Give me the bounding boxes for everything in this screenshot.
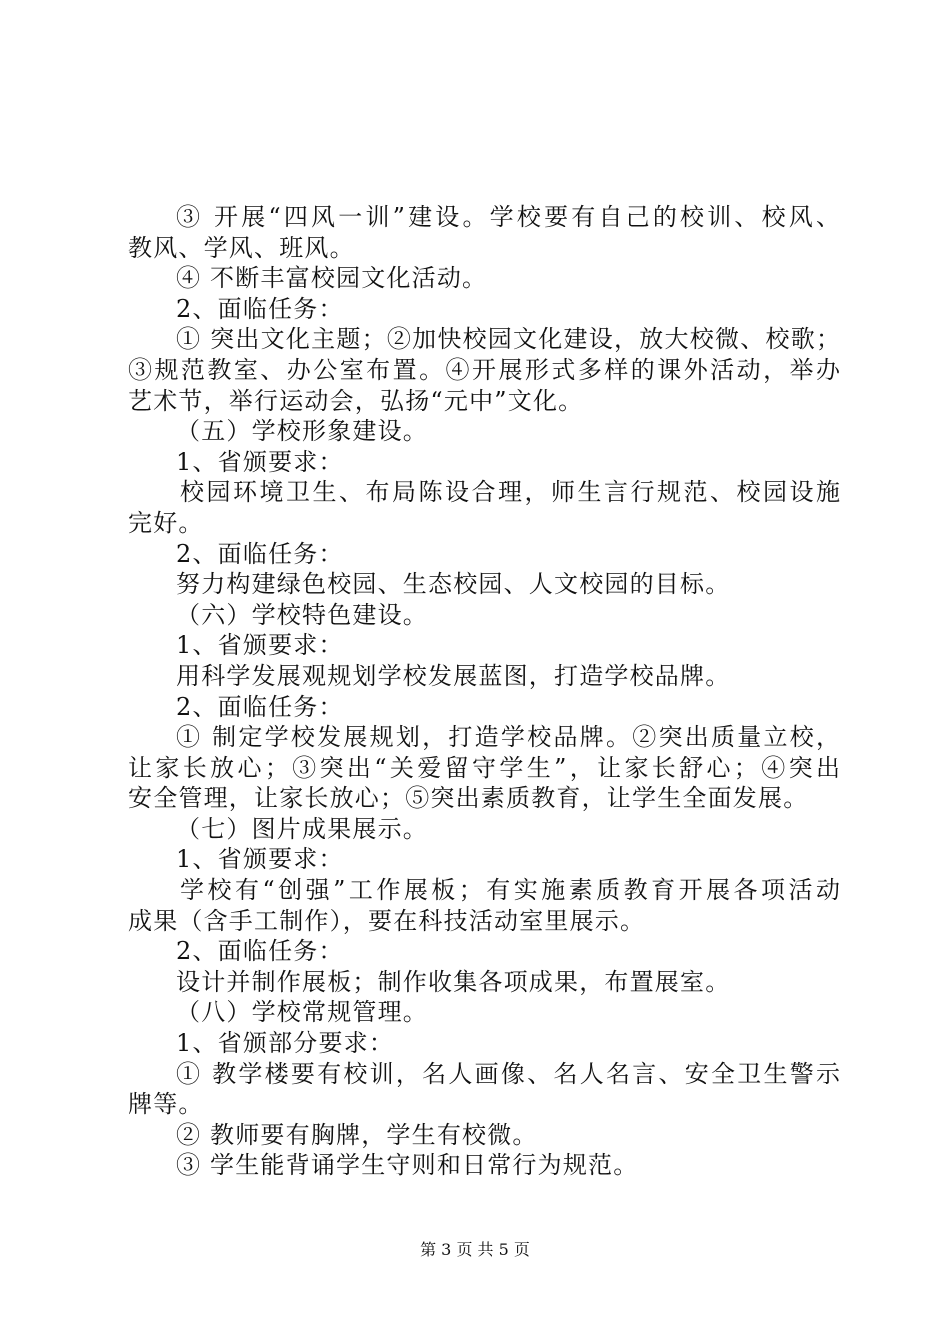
text-line: 安全管理，让家长放心；⑤突出素质教育，让学生全面发展。	[128, 784, 809, 813]
text-line: 1、省颁要求：	[176, 447, 344, 476]
text-line: ② 教师要有胸牌，学生有校微。	[176, 1120, 538, 1149]
text-line: 成果（含手工制作），要在科技活动室里展示。	[128, 906, 646, 935]
text-line: ③ 开展“四风一训”建设。学校要有自己的校训、校风、	[176, 203, 840, 231]
text-line: 设计并制作展板；制作收集各项成果，布置展室。	[176, 967, 731, 996]
text-line: 艺术节，举行运动会，弘扬“元中”文化。	[128, 386, 584, 415]
text-line: ① 突出文化主题；②加快校园文化建设，放大校微、校歌；	[176, 325, 840, 354]
text-line: 让家长放心；③突出“关爱留守学生”，让家长舒心；④突出	[128, 753, 840, 782]
text-line: ① 教学楼要有校训，名人画像、名人名言、安全卫生警示	[176, 1059, 840, 1088]
text-line: ① 制定学校发展规划，打造学校品牌。②突出质量立校，	[176, 723, 840, 752]
text-line: 2、面临任务：	[176, 692, 344, 721]
text-line: 1、省颁部分要求：	[176, 1029, 395, 1058]
text-line: 用科学发展观规划学校发展蓝图，打造学校品牌。	[176, 661, 731, 690]
text-line: 2、面临任务：	[176, 539, 344, 568]
document-body	[128, 202, 840, 1181]
text-line: （五）学校形象建设。	[176, 417, 428, 446]
text-line: 校园环境卫生、布局陈设合理，师生言行规范、校园设施	[180, 478, 840, 507]
text-line: 1、省颁要求：	[176, 631, 344, 660]
text-line: （八）学校常规管理。	[176, 998, 428, 1027]
text-line: （七）图片成果展示。	[176, 814, 428, 843]
page-footer: 第 3 页 共 5 页	[420, 1240, 530, 1259]
text-line: 教风、学风、班风。	[128, 233, 355, 262]
text-line: 完好。	[128, 508, 204, 537]
text-line: 1、省颁要求：	[176, 845, 344, 874]
text-line: （六）学校特色建设。	[176, 600, 428, 629]
text-line: ④ 不断丰富校园文化活动。	[176, 264, 488, 293]
text-line: ③ 学生能背诵学生守则和日常行为规范。	[176, 1151, 639, 1180]
text-line: 牌等。	[128, 1090, 204, 1119]
text-line: 学校有“创强”工作展板；有实施素质教育开展各项活动	[180, 876, 840, 905]
text-line: 2、面临任务：	[176, 937, 344, 966]
text-line: ③规范教室、办公室布置。④开展形式多样的课外活动，举办	[128, 355, 840, 384]
text-line: 2、面临任务：	[176, 294, 344, 323]
text-line: 努力构建绿色校园、生态校园、人文校园的目标。	[176, 570, 731, 599]
